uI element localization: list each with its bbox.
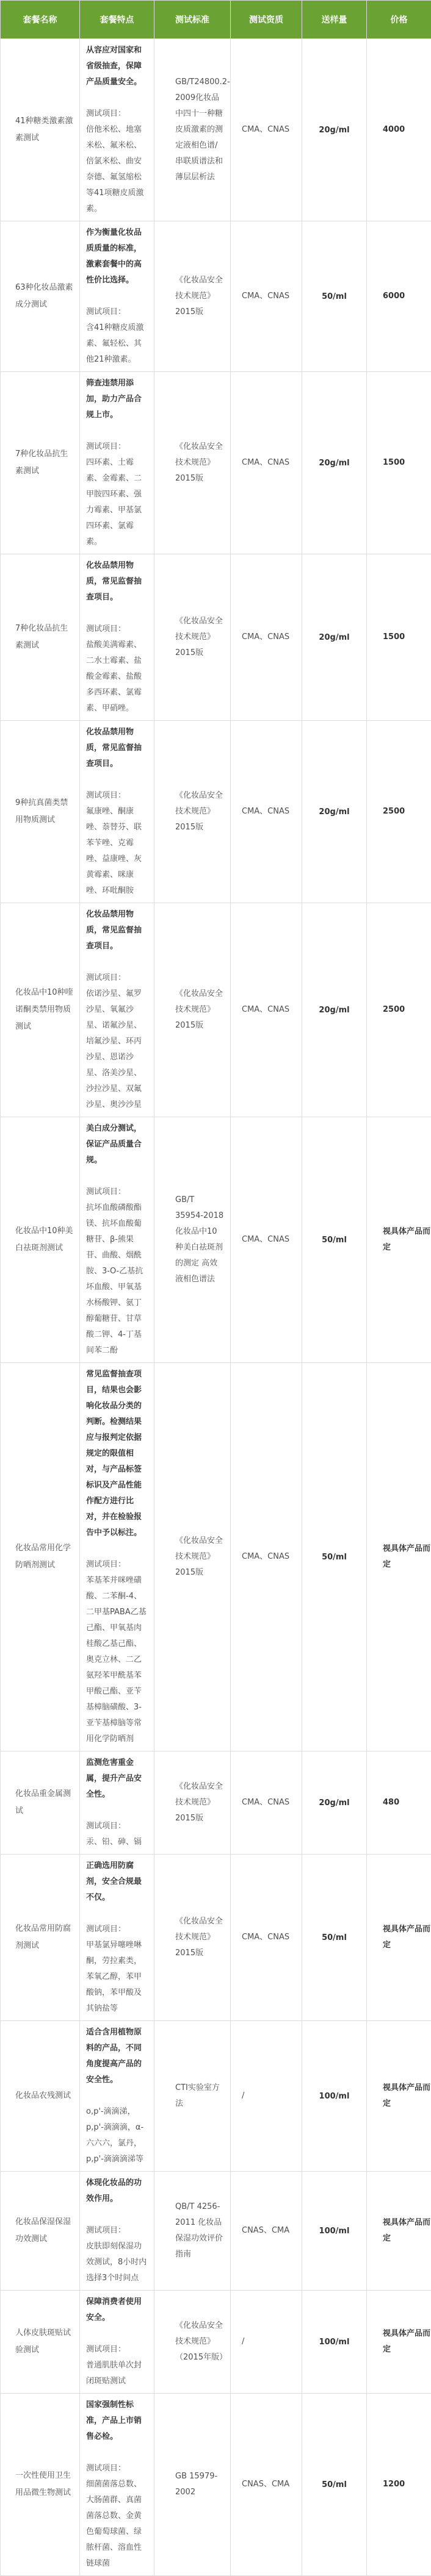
feature-test-items: 测试项目： 氟康唑、酮康唑、萘替芬、联苯苄唑、克霉唑、益康唑、灰黄霉素、咪康唑、环吡酮胺 xyxy=(86,788,148,899)
sample-volume-cell: 20g/ml xyxy=(302,721,367,903)
package-name-cell: 化妆品中10种喹诺酮类禁用物质测试 xyxy=(1,903,80,1117)
table-row xyxy=(1,39,431,221)
table-row xyxy=(1,1751,431,1855)
feature-test-items: 测试项目： 细菌菌落总数、大肠菌群、真菌菌落总数、金黄色葡萄球菌、绿脓杆菌、溶血性链球菌 xyxy=(86,2461,148,2572)
table-row xyxy=(1,903,431,1117)
package-name-cell: 化妆品农残测试 xyxy=(1,2021,80,2172)
sample-volume-cell: 50/ml xyxy=(302,2394,367,2576)
feature-gap xyxy=(86,2207,148,2223)
package-name-cell: 41种糖类激素激素测试 xyxy=(1,39,80,221)
header-price: 价格 xyxy=(367,1,431,39)
features-content xyxy=(86,1855,148,2020)
package-name-cell: 化妆品中10种美白祛斑剂测试 xyxy=(1,1117,80,1363)
price-cell: 480 xyxy=(367,1751,431,1855)
feature-highlight: 常见监督抽查项目，结果也会影响化妆品分类的判断。检测结果应与报判定依据规定的限值相对，与产品标签标识及产品性能作配方进行比对，并在检验报告中予以标注。 xyxy=(86,1367,148,1541)
qualification-cell: / xyxy=(231,2291,302,2394)
package-features-cell xyxy=(80,2394,154,2576)
price-cell: 4000 xyxy=(367,39,431,221)
qualification-cell: CMA、CNAS xyxy=(231,39,302,221)
header-sample-volume: 送样量 xyxy=(302,1,367,39)
test-standard-cell: CTI实验室方法 xyxy=(154,2021,231,2172)
sample-volume-cell: 50/ml xyxy=(302,1117,367,1363)
sample-volume-cell: 20g/ml xyxy=(302,1751,367,1855)
feature-gap xyxy=(86,2088,148,2104)
table-row xyxy=(1,2394,431,2576)
package-name-cell: 化妆品常用防腐剂测试 xyxy=(1,1855,80,2021)
sample-volume-cell: 100/ml xyxy=(302,2021,367,2172)
sample-volume-cell: 50/ml xyxy=(302,1855,367,2021)
price-cell: 视具体产品而定 xyxy=(367,1855,431,2021)
package-features-cell xyxy=(80,903,154,1117)
feature-gap xyxy=(86,1168,148,1184)
price-cell: 6000 xyxy=(367,221,431,372)
qualification-cell: CMA、CNAS xyxy=(231,372,302,554)
feature-highlight: 美白成分测试，保证产品质量合规。 xyxy=(86,1121,148,1168)
feature-gap xyxy=(86,1803,148,1819)
sample-volume-cell: 100/ml xyxy=(302,2172,367,2291)
feature-test-items: o,p'-滴滴涕，p,p'-滴滴滴，α-六六六，氯丹，p,p'-滴滴滴涕等 xyxy=(86,2104,148,2167)
features-content xyxy=(86,372,148,554)
test-standard-cell: 《化妆品安全技术规范》2015版 xyxy=(154,1363,231,1751)
table-row xyxy=(1,1363,431,1751)
feature-highlight: 国家强制性标准，产品上市销售必检。 xyxy=(86,2397,148,2445)
feature-highlight: 保障消费者使用安全。 xyxy=(86,2294,148,2326)
price-cell: 视具体产品而定 xyxy=(367,2021,431,2172)
qualification-cell: CMA、CNAS xyxy=(231,903,302,1117)
test-standard-cell: GB/T 35954-2018 化妆品中10种美白祛斑剂的测定 高效液相色谱法 xyxy=(154,1117,231,1363)
feature-test-items: 测试项目： 抗坏血酸磷酸酯镁、抗坏血酸葡糖苷、β-熊果苷、曲酸、烟酰胺、3-O-乙基抗坏血酸、甲氧基水杨酸钾、氨丁醇葡糖苷、甘草酸二钾、4-丁基间苯二酚 xyxy=(86,1184,148,1359)
table-row xyxy=(1,1855,431,2021)
package-features-cell xyxy=(80,2172,154,2291)
feature-highlight: 从容应对国家和省级抽查，保障产品质量安全。 xyxy=(86,43,148,90)
qualification-cell: / xyxy=(231,2021,302,2172)
feature-test-items: 测试项目： 四环素、土霉素、金霉素、二甲胺四环素、强力霉素、甲基氯四环素、氯霉素。 xyxy=(86,439,148,550)
package-name-cell: 化妆品保湿保湿功效测试 xyxy=(1,2172,80,2291)
feature-test-items: 测试项目： 普通肌肤单次封闭斑贴测试 xyxy=(86,2342,148,2389)
package-name-cell: 7种化妆品抗生素测试 xyxy=(1,554,80,721)
test-standard-cell: GB/T24800.2-2009化妆品中四十一种糖皮质激素的测定液相色谱/串联质谱法和薄层层析法 xyxy=(154,39,231,221)
package-name-cell: 63种化妆品激素成分测试 xyxy=(1,221,80,372)
package-features-cell xyxy=(80,554,154,721)
feature-gap xyxy=(86,90,148,106)
price-cell: 1200 xyxy=(367,2394,431,2576)
sample-volume-cell: 100/ml xyxy=(302,2291,367,2394)
feature-test-items: 测试项目： 汞、铅、砷、镉 xyxy=(86,1819,148,1850)
package-features-cell xyxy=(80,1855,154,2021)
feature-highlight: 化妆品禁用物质，常见监督抽查项目。 xyxy=(86,724,148,772)
table-row xyxy=(1,2172,431,2291)
feature-gap xyxy=(86,2326,148,2342)
header-test-standard: 测试标准 xyxy=(154,1,231,39)
qualification-cell: CNAS、CMA xyxy=(231,2172,302,2291)
package-name-cell: 化妆品重金属测试 xyxy=(1,1751,80,1855)
price-cell: 2500 xyxy=(367,721,431,903)
table-row xyxy=(1,721,431,903)
feature-test-items: 测试项目： 皮肤即刻保湿功效测试，8小时内选择3个时间点 xyxy=(86,2223,148,2286)
qualification-cell: CMA、CNAS xyxy=(231,554,302,721)
package-features-cell xyxy=(80,1117,154,1363)
qualification-cell: CMA、CNAS xyxy=(231,1855,302,2021)
qualification-cell: CMA、CNAS xyxy=(231,1117,302,1363)
features-content xyxy=(86,903,148,1117)
price-cell: 2500 xyxy=(367,903,431,1117)
header-package-features: 套餐特点 xyxy=(80,1,154,39)
table-row xyxy=(1,2291,431,2394)
package-features-cell xyxy=(80,1751,154,1855)
feature-highlight: 适合含用植物原料的产品，不同角度提高产品的安全性。 xyxy=(86,2025,148,2088)
package-name-cell: 一次性使用卫生用品微生物测试 xyxy=(1,2394,80,2576)
table-row xyxy=(1,1117,431,1363)
table-row xyxy=(1,2021,431,2172)
features-content xyxy=(86,221,148,371)
header-package-name: 套餐名称 xyxy=(1,1,80,39)
package-features-cell xyxy=(80,2291,154,2394)
features-content xyxy=(86,2021,148,2171)
price-cell: 视具体产品而定 xyxy=(367,2291,431,2394)
sample-volume-cell: 20g/ml xyxy=(302,39,367,221)
feature-test-items: 测试项目： 依诺沙星、氟罗沙星、氧氟沙星、诺氟沙星、培氟沙星、环丙沙星、恩诺沙星、洛美沙星、沙拉沙星、双氟沙星、奥沙沙星 xyxy=(86,970,148,1113)
feature-gap xyxy=(86,606,148,621)
price-cell: 1500 xyxy=(367,554,431,721)
table-row xyxy=(1,554,431,721)
test-standard-cell: GB 15979-2002 xyxy=(154,2394,231,2576)
package-name-cell: 化妆品常用化学防晒剂测试 xyxy=(1,1363,80,1751)
feature-highlight: 化妆品禁用物质，常见监督抽查项目。 xyxy=(86,558,148,606)
test-standard-cell: 《化妆品安全技术规范》2015版 xyxy=(154,903,231,1117)
table-row xyxy=(1,221,431,372)
package-features-cell xyxy=(80,372,154,554)
test-standard-cell: 《化妆品安全技术规范》2015版 xyxy=(154,1855,231,2021)
feature-highlight: 正确选用防腐剂，安全合规最不仅。 xyxy=(86,1858,148,1906)
table-body xyxy=(1,39,431,2576)
sample-volume-cell: 50/ml xyxy=(302,1363,367,1751)
package-name-cell: 7种化妆品抗生素测试 xyxy=(1,372,80,554)
price-cell: 视具体产品而定 xyxy=(367,1363,431,1751)
features-content xyxy=(86,39,148,221)
qualification-cell: CNAS、CMA xyxy=(231,2394,302,2576)
feature-test-items: 测试项目： 倍他米松、地塞米松、氟米松、倍氯米松、曲安奈德、氟氢缩松等41项糖皮质激素。 xyxy=(86,106,148,217)
price-cell: 1500 xyxy=(367,372,431,554)
feature-highlight: 监测危害重金属，提升产品安全性。 xyxy=(86,1755,148,1803)
features-content xyxy=(86,2172,148,2290)
qualification-cell: CMA、CNAS xyxy=(231,1751,302,1855)
package-features-cell xyxy=(80,721,154,903)
features-content xyxy=(86,1751,148,1854)
feature-gap xyxy=(86,1541,148,1557)
features-content xyxy=(86,721,148,903)
features-content xyxy=(86,2394,148,2575)
package-name-cell: 人体皮肤斑贴试验测试 xyxy=(1,2291,80,2394)
feature-test-items: 测试项目： 苯基苯并咪唑磺酸、二苯酮-4、二甲基PABA乙基己酯、甲氧基肉桂酸乙基己酯、奥克立林、二乙氨羟苯甲酰基苯甲酸己酯、亚苄基樟脑磺酸、3-亚苄基樟脑等常用化学防晒剂 xyxy=(86,1557,148,1747)
sample-volume-cell: 20g/ml xyxy=(302,372,367,554)
feature-highlight: 化妆品禁用物质，常见监督抽查项目。 xyxy=(86,907,148,954)
feature-highlight: 作为衡量化妆品质质量的标准，激素套餐中的高性价比选择。 xyxy=(86,225,148,288)
features-content xyxy=(86,554,148,720)
header-qualification: 测试资质 xyxy=(231,1,302,39)
package-features-cell xyxy=(80,39,154,221)
sample-volume-cell: 20g/ml xyxy=(302,903,367,1117)
test-standard-cell: 《化妆品安全技术规范》2015版 xyxy=(154,721,231,903)
package-features-cell xyxy=(80,2021,154,2172)
test-standard-cell: QB/T 4256-2011 化妆品保湿功效评价指南 xyxy=(154,2172,231,2291)
header-row xyxy=(1,1,431,39)
test-standard-cell: 《化妆品安全技术规范》（2015年版） xyxy=(154,2291,231,2394)
feature-highlight: 筛查违禁用添加，助力产品合规上市。 xyxy=(86,376,148,423)
price-cell: 视具体产品而定 xyxy=(367,1117,431,1363)
features-content xyxy=(86,1363,148,1751)
feature-test-items: 测试项目： 甲基氯异噻唑啉酮，劳拉素类，苯氧乙醇，苯甲酸钠，苯甲酸及其钠盐等 xyxy=(86,1922,148,2017)
package-features-cell xyxy=(80,1363,154,1751)
features-content xyxy=(86,2291,148,2393)
sample-volume-cell: 50/ml xyxy=(302,221,367,372)
table-row xyxy=(1,372,431,554)
sample-volume-cell: 20g/ml xyxy=(302,554,367,721)
table-header xyxy=(1,1,431,39)
package-name-cell: 9种抗真菌类禁用物质测试 xyxy=(1,721,80,903)
feature-gap xyxy=(86,288,148,304)
qualification-cell: CMA、CNAS xyxy=(231,1363,302,1751)
feature-highlight: 体现化妆品的功效作用。 xyxy=(86,2175,148,2207)
qualification-cell: CMA、CNAS xyxy=(231,221,302,372)
feature-gap xyxy=(86,1906,148,1922)
test-standard-cell: 《化妆品安全技术规范》2015版 xyxy=(154,372,231,554)
feature-gap xyxy=(86,772,148,788)
features-content xyxy=(86,1117,148,1362)
test-standard-cell: 《化妆品安全技术规范》2015版 xyxy=(154,554,231,721)
feature-gap xyxy=(86,423,148,439)
test-standard-cell: 《化妆品安全技术规范》2015版 xyxy=(154,1751,231,1855)
qualification-cell: CMA、CNAS xyxy=(231,721,302,903)
feature-gap xyxy=(86,954,148,970)
feature-test-items: 测试项目： 盐酸美满霉素、二水土霉素、盐酸金霉素、盐酸多西环素、氯霉素、甲硝唑。 xyxy=(86,621,148,717)
feature-gap xyxy=(86,2445,148,2461)
package-features-cell xyxy=(80,221,154,372)
price-cell: 视具体产品而定 xyxy=(367,2172,431,2291)
feature-test-items: 测试项目： 含41种糖皮质激素、氟轻松、其他21种激素。 xyxy=(86,304,148,368)
test-standard-cell: 《化妆品安全技术规范》2015版 xyxy=(154,221,231,372)
